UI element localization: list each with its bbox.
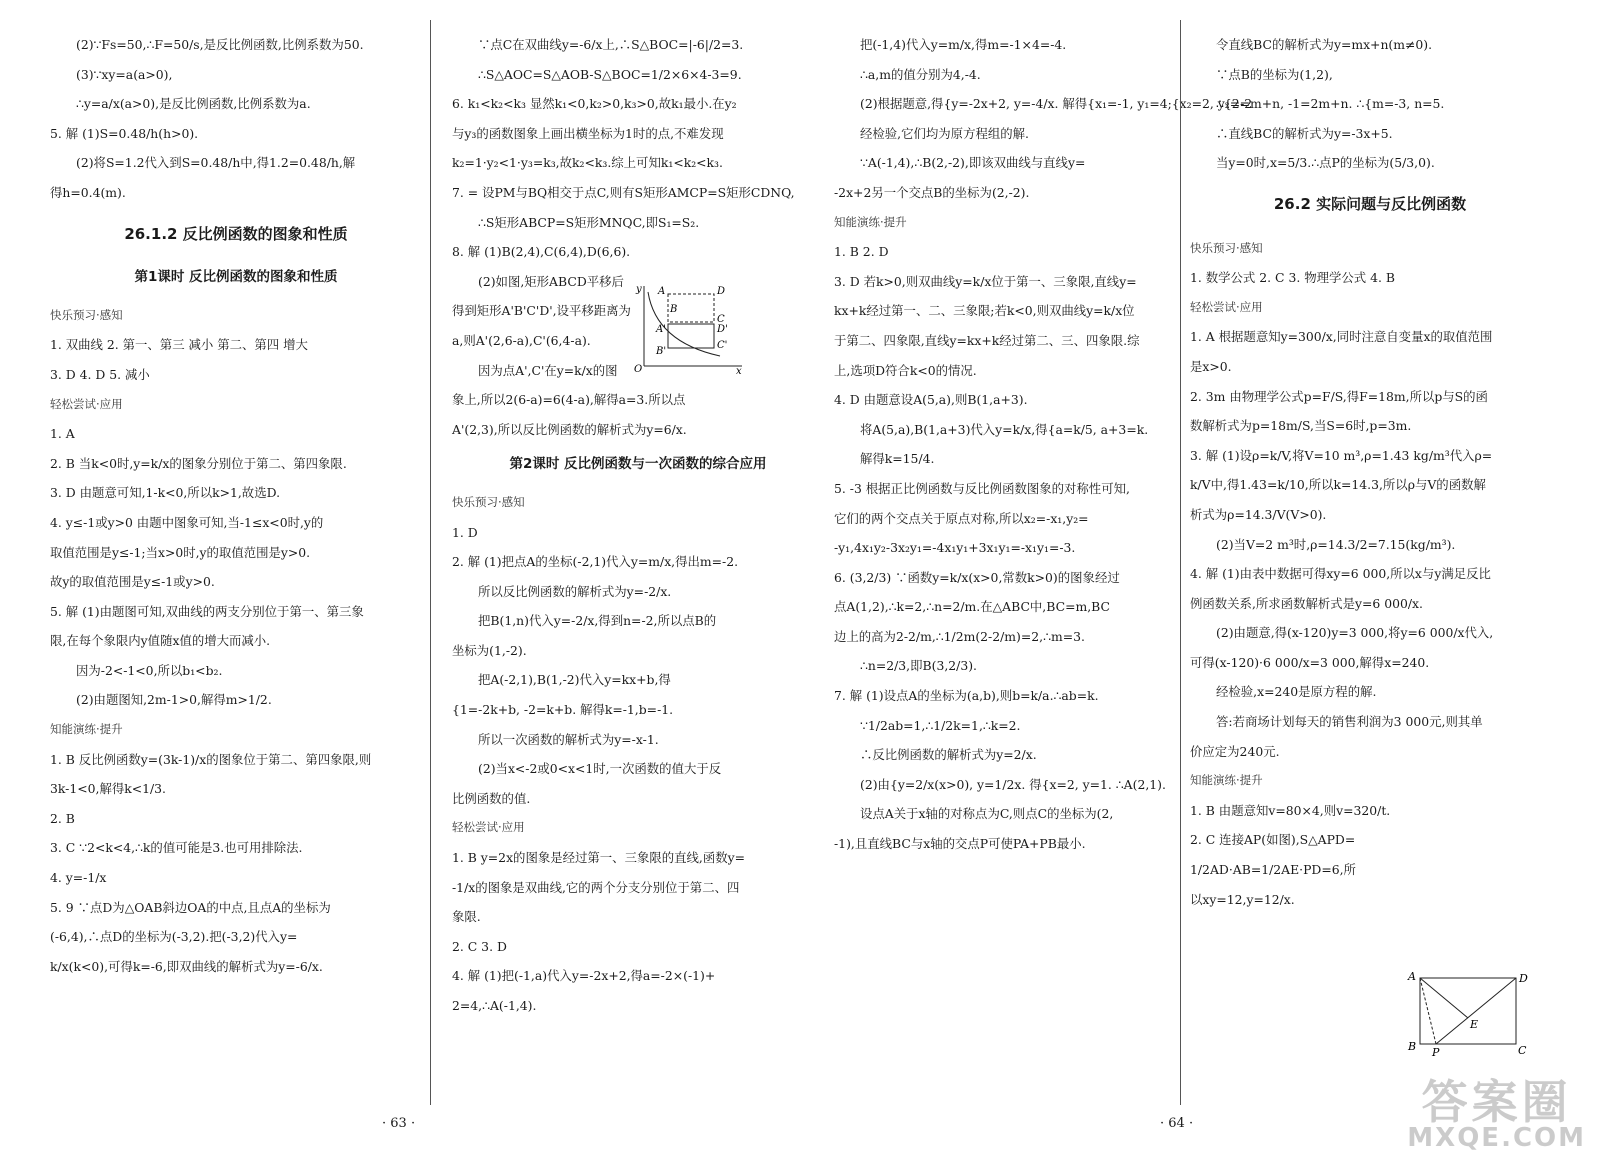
answer-line: 边上的高为2-2/m,∴1/2m(2-2/m)=2,∴m=3. — [834, 628, 1085, 644]
answer-line: 8. 解 (1)B(2,4),C(6,4),D(6,6). — [452, 244, 631, 260]
answer-line: (2)如图,矩形ABCD平移后 — [478, 273, 624, 289]
answer-line: ∵1/2ab=1,∴1/2k=1,∴k=2. — [860, 717, 1021, 733]
answer-line: ∴S矩形ABCP=S矩形MNQC,即S₁=S₂. — [478, 214, 700, 230]
answer-line: k/x(k<0),可得k=-6,即双曲线的解析式为y=-6/x. — [50, 958, 323, 974]
answer-line: 3k-1<0,解得k<1/3. — [50, 781, 166, 797]
fig1-label: y — [636, 284, 642, 295]
answer-line: 当y=0时,x=5/3.∴点P的坐标为(5/3,0). — [1216, 155, 1435, 171]
answer-line: 3. D 若k>0,则双曲线y=k/x位于第一、三象限,直线y= — [834, 273, 1137, 289]
answer-line: 于第二、四象限,直线y=kx+k经过第二、三、四象限.综 — [834, 332, 1140, 348]
answer-line: 得h=0.4(m). — [50, 184, 126, 200]
answer-line: (3)∵xy=a(a>0), — [76, 66, 173, 82]
rectangle-APD-figure — [1406, 966, 1530, 1058]
fig1-label: x — [736, 366, 742, 377]
answer-line: 4. y=-1/x — [50, 870, 107, 886]
answer-line: -1/x的图象是双曲线,它的两个分支分别位于第二、四 — [452, 879, 740, 895]
fig1-label: B' — [656, 346, 667, 357]
fig2-label: E — [1470, 1018, 1479, 1031]
answer-line: A'(2,3),所以反比例函数的解析式为y=6/x. — [452, 421, 687, 437]
fig2-label: D — [1519, 972, 1528, 985]
answer-line: 得到矩形A'B'C'D',设平移距离为 — [452, 303, 631, 319]
section-title: 26.1.2 反比例函数的图象和性质 — [124, 224, 348, 243]
answer-line: 限,在每个象限内y值随x值的增大而减小. — [50, 633, 271, 649]
answer-line: 4. 解 (1)由表中数据可得xy=6 000,所以x与y满足反比 — [1190, 566, 1491, 582]
fig1-label: A' — [656, 324, 666, 335]
section-label: 轻松尝试·应用 — [50, 396, 123, 411]
answer-line: ∴{2=m+n, -1=2m+n. ∴{m=-3, n=5. — [1216, 96, 1445, 112]
fig1-label: B — [670, 304, 678, 315]
fig1-label: O — [634, 364, 643, 375]
answer-line: 象限. — [452, 909, 481, 925]
answer-line: 2=4,∴A(-1,4). — [452, 998, 537, 1013]
column-4 — [1190, 30, 1550, 914]
answer-line: 取值范围是y≤-1;当x>0时,y的取值范围是y>0. — [50, 544, 311, 560]
answer-line: 象上,所以2(6-a)=6(4-a),解得a=3.所以点 — [452, 392, 686, 408]
answer-line: (2)由{y=2/x(x>0), y=1/2x. 得{x=2, y=1. ∴A(2,1). — [860, 776, 1166, 792]
answer-line: -1),且直线BC与x轴的交点P可使PA+PB最小. — [834, 836, 1086, 852]
answer-line: {1=-2k+b, -2=k+b. 解得k=-1,b=-1. — [452, 702, 674, 718]
answer-line: 2. 3m 由物理学公式p=F/S,得F=18m,所以p与S的函 — [1190, 388, 1488, 404]
fig1-label: C — [717, 314, 725, 325]
answer-line: 点A(1,2),∴k=2,∴n=2/m.在△ABC中,BC=m,BC — [834, 599, 1110, 615]
section-label: 轻松尝试·应用 — [452, 820, 525, 835]
answer-line: 1/2AD·AB=1/2AE·PD=6,所 — [1190, 862, 1356, 878]
rectangle-translation-figure — [630, 282, 750, 377]
answer-line: 将A(5,a),B(1,a+3)代入y=k/x,得{a=k/5, a+3=k. — [860, 421, 1149, 437]
section-label: 知能演练·提升 — [1190, 773, 1263, 788]
answer-line: 是x>0. — [1190, 358, 1232, 374]
answer-line: 解得k=15/4. — [860, 451, 935, 467]
answer-line: 因为点A',C'在y=k/x的图 — [478, 362, 618, 378]
page-number: · 64 · — [1160, 1116, 1194, 1131]
answer-line: 它们的两个交点关于原点对称,所以x₂=-x₁,y₂= — [834, 510, 1089, 526]
watermark — [1407, 1075, 1586, 1153]
answer-line: ∵点C在双曲线y=-6/x上,∴S△BOC=|-6|/2=3. — [478, 37, 744, 52]
answer-line: ∴a,m的值分别为4,-4. — [860, 66, 981, 82]
answer-line: -y₁,4x₁y₂-3x₂y₁=-4x₁y₁+3x₁y₁=-x₁y₁=-3. — [834, 540, 1076, 556]
fig2-label: A — [1408, 970, 1416, 983]
section-label: 知能演练·提升 — [50, 722, 123, 737]
answer-line: 以xy=12,y=12/x. — [1190, 891, 1295, 907]
answer-line: 1. B 反比例函数y=(3k-1)/x的图象位于第二、第四象限,则 — [50, 751, 372, 767]
answer-line: 与y₃的函数图象上画出横坐标为1时的点,不难发现 — [452, 125, 724, 141]
answer-line: (2)当x<-2或0<x<1时,一次函数的值大于反 — [478, 761, 722, 777]
section-label: 快乐预习·感知 — [50, 307, 123, 322]
answer-line: 上,选项D符合k<0的情况. — [834, 362, 977, 378]
answer-line: 经检验,它们均为原方程组的解. — [860, 125, 1029, 141]
answer-line: 数解析式为p=18m/S,当S=6时,p=3m. — [1190, 418, 1412, 434]
answer-line: -2x+2另一个交点B的坐标为(2,-2). — [834, 184, 1030, 200]
answer-line: 5. 解 (1)由题图可知,双曲线的两支分别位于第一、第三象 — [50, 603, 364, 619]
answer-line: 1. B 2. D — [834, 244, 889, 260]
page-number: · 63 · — [382, 1116, 416, 1131]
answer-line: 1. A — [50, 426, 75, 442]
answer-line: 答:若商场计划每天的销售利润为3 000元,则其单 — [1216, 714, 1483, 730]
answer-line: 3. 解 (1)设ρ=k/V,将V=10 m³,ρ=1.43 kg/m³代入ρ= — [1190, 447, 1493, 463]
fig2-label: B — [1408, 1040, 1417, 1053]
page-right — [800, 0, 1600, 1161]
answer-line: (2)当V=2 m³时,ρ=14.3/2=7.15(kg/m³). — [1216, 536, 1456, 552]
answer-line: (2)由题图知,2m-1>0,解得m>1/2. — [76, 692, 272, 708]
section-label: 快乐预习·感知 — [452, 494, 525, 509]
answer-line: kx+k经过第一、二、三象限;若k<0,则双曲线y=k/x位 — [834, 303, 1135, 319]
fig1-label: D — [717, 286, 726, 297]
answer-line: 5. 解 (1)S=0.48/h(h>0). — [50, 125, 199, 141]
column-1 — [50, 30, 422, 981]
answer-line: 所以反比例函数的解析式为y=-2/x. — [478, 583, 672, 599]
fig2-label: C — [1518, 1044, 1527, 1057]
answer-line: (2)将S=1.2代入到S=0.48/h中,得1.2=0.48/h,解 — [76, 155, 356, 171]
answer-line: 5. 9 ∵点D为△OAB斜边OA的中点,且点A的坐标为 — [50, 899, 331, 915]
answer-line: 所以一次函数的解析式为y=-x-1. — [478, 731, 659, 747]
answer-line: ∴S△AOC=S△AOB-S△BOC=1/2×6×4-3=9. — [478, 66, 742, 82]
answer-line: 7. 解 (1)设点A的坐标为(a,b),则b=k/a.∴ab=k. — [834, 688, 1099, 704]
answer-line: (2)∵Fs=50,∴F=50/s,是反比例函数,比例系数为50. — [76, 37, 364, 52]
answer-line: ∵A(-1,4),∴B(2,-2),即该双曲线与直线y= — [860, 155, 1086, 171]
answer-line: 3. C ∵2<k<4,∴k的值可能是3.也可用排除法. — [50, 840, 303, 856]
answer-line: 1. A 根据题意知y=300/x,同时注意自变量x的取值范围 — [1190, 329, 1493, 345]
answer-line: 2. B — [50, 810, 75, 826]
lesson-title: 第1课时 反比例函数的图象和性质 — [134, 269, 338, 286]
answer-line: 7. = 设PM与BQ相交于点C,则有S矩形AMCP=S矩形CDNQ, — [452, 184, 795, 200]
answer-line: 2. C 3. D — [452, 938, 507, 954]
answer-line: 价应定为240元. — [1190, 743, 1280, 759]
fig1-label: C' — [717, 340, 728, 351]
answer-line: ∴反比例函数的解析式为y=2/x. — [860, 747, 1037, 763]
answer-line: 6. (3,2/3) ∵函数y=k/x(x>0,常数k>0)的图象经过 — [834, 569, 1120, 585]
answer-line: 4. y≤-1或y>0 由题中图象可知,当-1≤x<0时,y的 — [50, 514, 324, 530]
answer-line: 析式为ρ=14.3/V(V>0). — [1190, 506, 1327, 522]
answer-line: 2. C 连接AP(如图),S△APD= — [1190, 832, 1356, 848]
section-label: 知能演练·提升 — [834, 214, 907, 229]
answer-line: (2)根据题意,得{y=-2x+2, y=-4/x. 解得{x₁=-1, y₁=4;{x₂=2, y₂=-2 — [860, 96, 1253, 112]
answer-line: k₂=1·y₂<1·y₃=k₃,故k₂<k₃.综上可知k₁<k₂<k₃. — [452, 155, 723, 171]
answer-line: 设点A关于x轴的对称点为C,则点C的坐标为(2, — [860, 806, 1114, 822]
section-label: 快乐预习·感知 — [1190, 240, 1263, 255]
answer-line: ∴y=a/x(a>0),是反比例函数,比例系数为a. — [76, 96, 311, 112]
answer-line: ∴n=2/3,即B(3,2/3). — [860, 658, 977, 674]
answer-line: 3. D 由题意可知,1-k<0,所以k>1,故选D. — [50, 485, 281, 501]
answer-line: 2. B 当k<0时,y=k/x的图象分别位于第二、第四象限. — [50, 455, 347, 471]
answer-line: 坐标为(1,-2). — [452, 642, 527, 658]
answer-line: 1. B 由题意知v=80×4,则v=320/t. — [1190, 802, 1391, 818]
column-2 — [452, 30, 824, 1021]
answer-line: 4. 解 (1)把(-1,a)代入y=-2x+2,得a=-2×(-1)+ — [452, 968, 716, 984]
answer-line: (2)由题意,得(x-120)y=3 000,将y=6 000/x代入, — [1216, 625, 1494, 641]
answer-line: 因为-2<-1<0,所以b₁<b₂. — [76, 662, 223, 678]
answer-line: 把A(-2,1),B(1,-2)代入y=kx+b,得 — [478, 672, 671, 688]
answer-line: 4. D 由题意设A(5,a),则B(1,a+3). — [834, 392, 1028, 408]
answer-line: 例函数关系,所求函数解析式是y=6 000/x. — [1190, 595, 1423, 611]
answer-line: 经检验,x=240是原方程的解. — [1216, 684, 1377, 700]
answer-line: 1. D — [452, 524, 478, 540]
column-divider — [1180, 20, 1181, 1105]
section-label: 轻松尝试·应用 — [1190, 299, 1263, 314]
answer-line: 6. k₁<k₂<k₃ 显然k₁<0,k₂>0,k₃>0,故k₁最小.在y₂ — [452, 96, 737, 112]
answer-line: k/V中,得1.43=k/10,所以k=14.3,所以ρ与V的函数解 — [1190, 477, 1486, 493]
answer-line: 2. 解 (1)把点A的坐标(-2,1)代入y=m/x,得出m=-2. — [452, 554, 739, 570]
answer-line: 3. D 4. D 5. 减小 — [50, 366, 150, 382]
column-divider — [430, 20, 431, 1105]
watermark-bottom: MXQE.COM — [1407, 1123, 1586, 1153]
answer-line: 1. 数学公式 2. C 3. 物理学公式 4. B — [1190, 270, 1395, 286]
answer-line: 故y的取值范围是y≤-1或y>0. — [50, 574, 215, 590]
answer-line: a,则A'(2,6-a),C'(6,4-a). — [452, 332, 591, 348]
section-title: 26.2 实际问题与反比例函数 — [1273, 194, 1467, 213]
answer-line: 1. B y=2x的图象是经过第一、三象限的直线,函数y= — [452, 850, 746, 866]
watermark-top: 答案圈 — [1421, 1075, 1572, 1129]
answer-line: 1. 双曲线 2. 第一、第三 减小 第二、第四 增大 — [50, 337, 308, 353]
answer-line: 5. -3 根据正比例函数与反比例函数图象的对称性可知, — [834, 480, 1130, 496]
lesson-title: 第2课时 反比例函数与一次函数的综合应用 — [509, 456, 767, 473]
answer-line: ∵点B的坐标为(1,2), — [1216, 66, 1333, 82]
fig2-label: P — [1432, 1046, 1440, 1059]
fig1-label: D' — [717, 324, 728, 335]
answer-line: 把B(1,n)代入y=-2/x,得到n=-2,所以点B的 — [478, 613, 717, 629]
answer-line: 令直线BC的解析式为y=mx+n(m≠0). — [1216, 37, 1433, 52]
fig1-label: A — [658, 286, 666, 297]
answer-line: 把(-1,4)代入y=m/x,得m=-1×4=-4. — [860, 37, 1067, 52]
answer-line: 比例函数的值. — [452, 790, 531, 806]
answer-line: (-6,4),∴点D的坐标为(-3,2).把(-3,2)代入y= — [50, 929, 298, 945]
answer-line: ∴直线BC的解析式为y=-3x+5. — [1216, 125, 1393, 141]
answer-line: 可得(x-120)·6 000/x=3 000,解得x=240. — [1190, 654, 1430, 670]
